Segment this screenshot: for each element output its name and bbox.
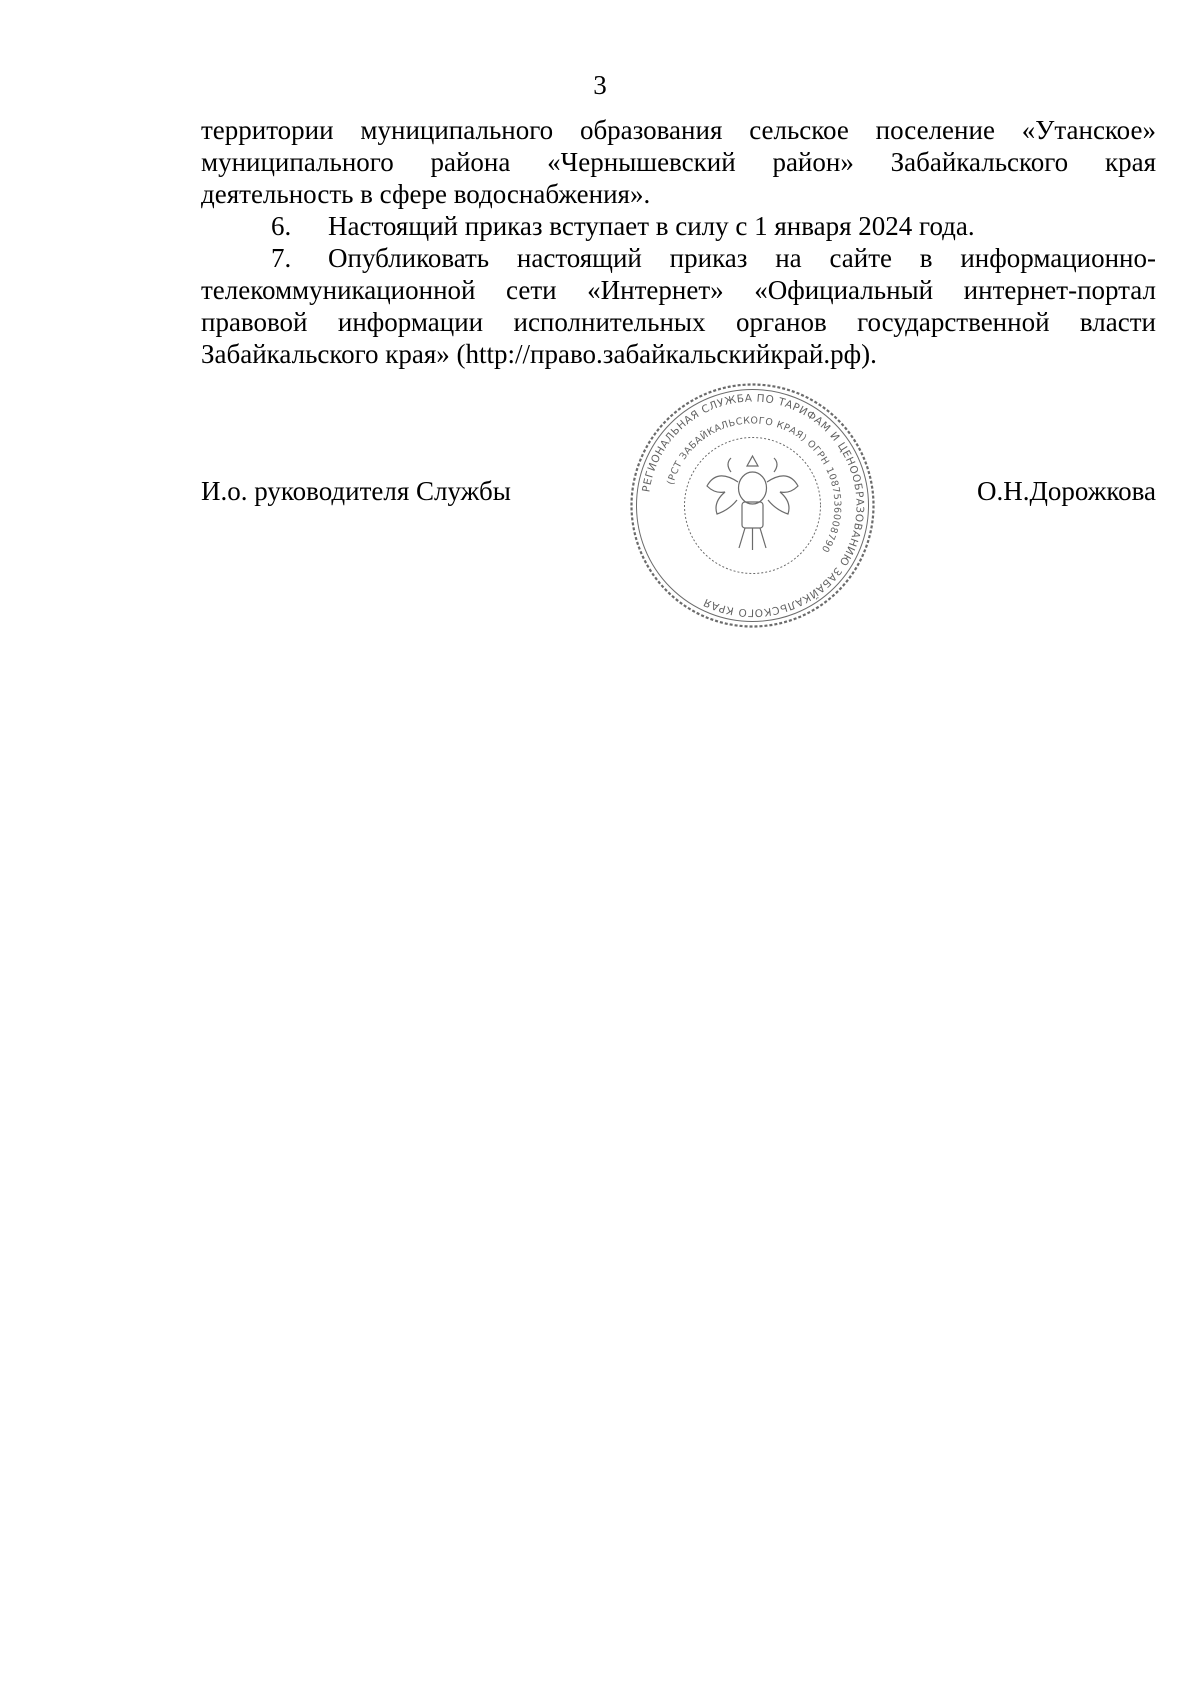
- coat-of-arms-icon: [707, 456, 798, 550]
- item-6-text: Настоящий приказ вступает в силу с 1 января 2024 года.: [328, 211, 975, 241]
- item-7-text: Опубликовать настоящий приказ на сайте в информационно-телекоммуникационной сети «Интернет» «Официальный интернет-портал правовой информации исполнительных органов государственной власти Забайкальского края» (http://право.забайкальскийкрай.рф).: [201, 243, 1156, 369]
- document-body: [201, 114, 1156, 370]
- signatory-role: И.о. руководителя Службы: [201, 476, 511, 506]
- continuation-paragraph: территории муниципального образования сельское поселение «Утанское» муниципального района «Чернышевский район» Забайкальского края деятельность в сфере водоснабжения».: [201, 115, 1156, 209]
- item-7: [201, 242, 1156, 370]
- item-7-number: 7.: [271, 243, 292, 273]
- signatory-name: О.Н.Дорожкова: [976, 476, 1156, 506]
- item-6-number: 6.: [271, 211, 292, 241]
- seal-inner-ring: [685, 438, 821, 574]
- seal-inner-text: (РСТ ЗАБАЙКАЛЬСКОГО КРАЯ) ОГРН 1087536008790: [665, 415, 843, 555]
- official-seal: [625, 378, 880, 633]
- item-6: [201, 210, 1156, 242]
- seal-outer-text: РЕГИОНАЛЬНАЯ СЛУЖБА ПО ТАРИФАМ И ЦЕНООБРАЗОВАНИЮ ЗАБАЙКАЛЬСКОГО КРАЯ: [640, 392, 866, 619]
- page-number: 3: [593, 70, 607, 100]
